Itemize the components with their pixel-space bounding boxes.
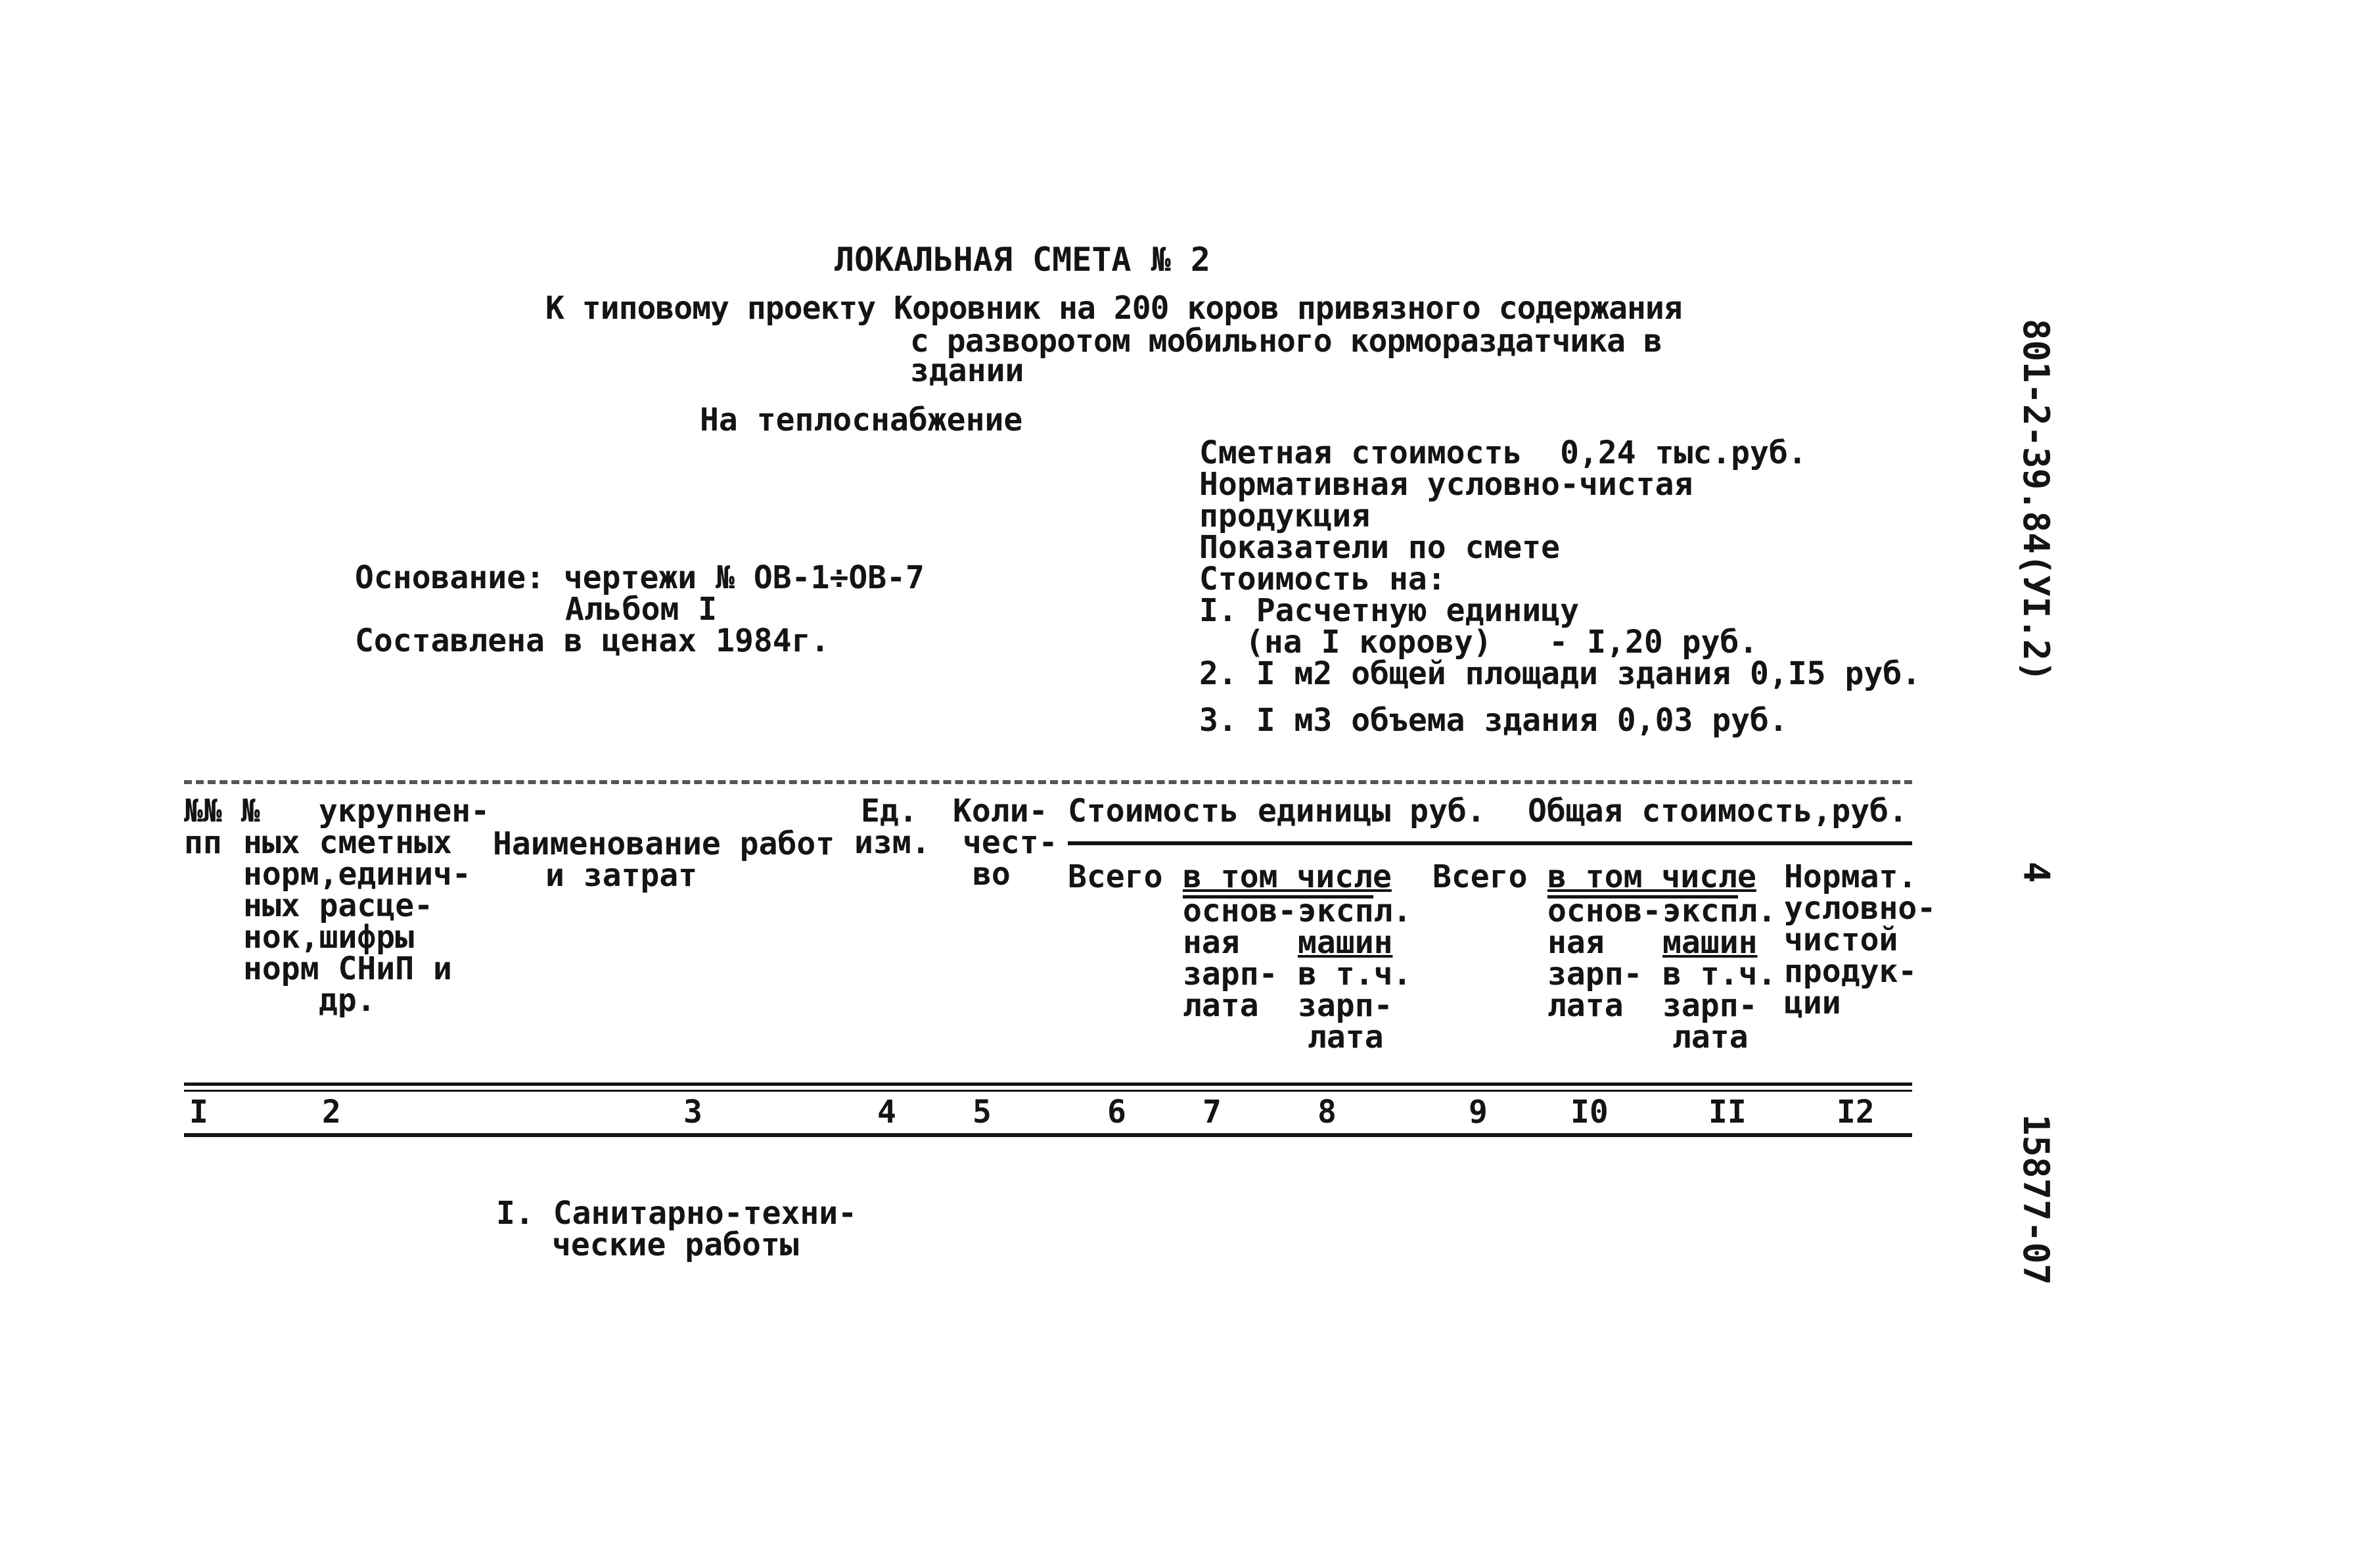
- col5-line-2: чест-: [963, 824, 1058, 861]
- col3-line-2: и затрат: [545, 857, 698, 894]
- cost-line-4: Показатели по смете: [1199, 529, 1561, 566]
- col2-line-6: норм СНиП и: [243, 950, 452, 987]
- section-heading-line-2: ческие работы: [552, 1226, 799, 1263]
- colnum-12: I2: [1837, 1094, 1875, 1130]
- unit-osnov-1: основ-: [1183, 893, 1297, 929]
- header-bottom-rule-1: [184, 1083, 1912, 1086]
- table-top-rule: [184, 780, 1912, 784]
- colnum-6: 6: [1107, 1094, 1126, 1130]
- group-header-rule: [1068, 841, 1912, 845]
- subject-line: На теплоснабжение: [700, 402, 1023, 438]
- colnum-9: 9: [1469, 1094, 1488, 1130]
- cost-line-2: Нормативная условно-чистая: [1199, 466, 1693, 503]
- col2-line-1: укрупнен-: [319, 793, 490, 829]
- unit-osnov-3: зарп-: [1183, 956, 1278, 992]
- cost-line-9: 3. I м3 объема здания 0,03 руб.: [1199, 702, 1788, 739]
- project-line-3: здании: [910, 352, 1024, 389]
- unit-cost-group-header: Стоимость единицы руб.: [1068, 793, 1486, 829]
- cost-line-8: 2. I м2 общей площади здания 0,I5 руб.: [1199, 655, 1921, 692]
- project-line-2: с разворотом мобильного кормораздатчика в: [910, 323, 1662, 360]
- document-title: ЛОКАЛЬНАЯ СМЕТА № 2: [835, 241, 1210, 279]
- col12-line-3: чистой: [1784, 921, 1898, 958]
- basis-line-1: Основание: чертежи № ОВ-1÷ОВ-7: [355, 559, 925, 596]
- total-osnov-3: зарп-: [1547, 956, 1643, 992]
- col12-line-1: Нормат.: [1784, 858, 1917, 895]
- col2-line-3: норм,единич-: [243, 856, 471, 893]
- colnum-2: 2: [322, 1094, 341, 1130]
- col1-line-1: №№ №: [184, 793, 260, 829]
- basis-line-3: Составлена в ценах 1984г.: [355, 622, 830, 659]
- unit-ekspl-2: машин: [1298, 924, 1393, 961]
- total-vsego: Всего: [1432, 858, 1528, 895]
- total-osnov-4: лата: [1547, 987, 1624, 1024]
- colnum-3: 3: [683, 1094, 702, 1130]
- colnum-1: I: [189, 1094, 208, 1130]
- colnum-7: 7: [1202, 1094, 1222, 1130]
- colnum-11: II: [1708, 1094, 1747, 1130]
- col12-line-2: условно-: [1784, 890, 1936, 927]
- total-ekspl-3: в т.ч.: [1662, 956, 1777, 992]
- col2-line-4: ных расце-: [243, 887, 433, 924]
- project-line-1: К типовому проекту Коровник на 200 коров привязного содержания: [545, 290, 1682, 327]
- cost-line-7: (на I корову) - I,20 руб.: [1245, 624, 1758, 661]
- col2-line-7: др.: [319, 982, 376, 1019]
- section-heading-line-1: I. Санитарно-техни-: [496, 1195, 858, 1232]
- colnum-8: 8: [1317, 1094, 1337, 1130]
- unit-ekspl-3: в т.ч.: [1298, 956, 1412, 992]
- col5-line-1: Коли-: [953, 793, 1048, 829]
- cost-line-6: I. Расчетную единицу: [1199, 592, 1579, 629]
- col12-line-4: продук-: [1784, 953, 1917, 990]
- col4-line-2: изм.: [854, 824, 930, 861]
- header-bottom-rule-2: [184, 1090, 1912, 1092]
- col4-line-1: Ед.: [861, 793, 918, 829]
- colnum-5: 5: [973, 1094, 992, 1130]
- unit-ekspl-4: зарп-: [1298, 987, 1393, 1024]
- colnum-4: 4: [877, 1094, 896, 1130]
- side-stamp-code: 801-2-39.84(УI.2): [2015, 319, 2057, 682]
- side-stamp-page: 4: [2015, 861, 2057, 883]
- total-ekspl-2: машин: [1662, 924, 1758, 961]
- cost-line-5: Стоимость на:: [1199, 561, 1446, 597]
- total-cost-group-header: Общая стоимость,руб.: [1528, 793, 1908, 829]
- total-ekspl-4: зарп-: [1662, 987, 1758, 1024]
- unit-vsego: Всего: [1068, 858, 1163, 895]
- total-v-tom-chisle: в том числе: [1547, 858, 1756, 895]
- unit-v-tom-chisle: в том числе: [1183, 858, 1392, 895]
- col1-line-2: пп: [184, 824, 222, 861]
- basis-line-2: Альбом I: [565, 591, 718, 628]
- unit-ekspl-1: экспл.: [1298, 893, 1412, 929]
- total-osnov-2: ная: [1547, 924, 1605, 961]
- unit-osnov-2: ная: [1183, 924, 1240, 961]
- cost-line-1: Сметная стоимость 0,24 тыс.руб.: [1199, 434, 1807, 471]
- unit-osnov-4: лата: [1183, 987, 1259, 1024]
- numbers-bottom-rule: [184, 1133, 1912, 1137]
- unit-ekspl-5: лата: [1308, 1019, 1384, 1056]
- cost-line-3: продукция: [1199, 498, 1371, 534]
- colnum-10: I0: [1570, 1094, 1609, 1130]
- col3-line-1: Наименование работ: [493, 826, 835, 862]
- side-stamp-number: 15877-07: [2015, 1114, 2057, 1286]
- total-osnov-1: основ-: [1547, 893, 1662, 929]
- total-ekspl-1: экспл.: [1662, 893, 1777, 929]
- col2-line-5: нок,шифры: [243, 919, 415, 956]
- col2-line-2: ных сметных: [243, 824, 452, 861]
- col5-line-3: во: [973, 856, 1011, 893]
- total-ekspl-5: лата: [1672, 1019, 1749, 1056]
- col12-line-5: ции: [1784, 985, 1841, 1021]
